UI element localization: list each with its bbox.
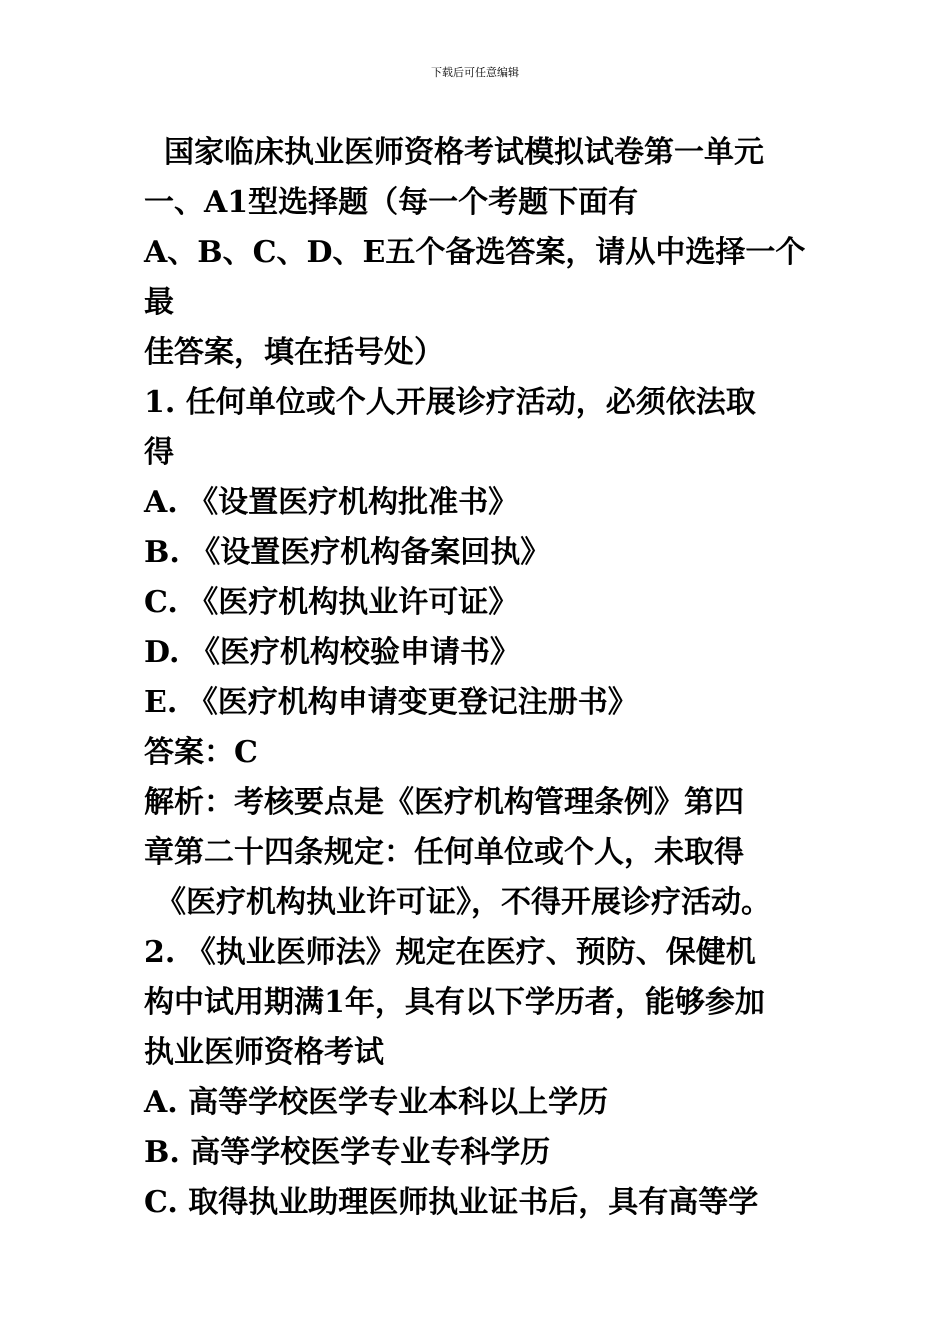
question-2-stem: 2. 《执业医师法》规定在医疗、预防、保健机 bbox=[144, 935, 756, 970]
question-1-stem: 1. 任何单位或个人开展诊疗活动，必须依法取 bbox=[144, 385, 756, 420]
section-instruction: 最 bbox=[144, 285, 174, 320]
question-1-explanation: 解析：考核要点是《医疗机构管理条例》第四 bbox=[144, 785, 744, 820]
document-body bbox=[144, 128, 808, 1228]
question-2-option-b: B. 高等学校医学专业专科学历 bbox=[144, 1135, 551, 1170]
question-2-option-c: C. 取得执业助理医师执业证书后，具有高等学 bbox=[144, 1185, 759, 1220]
question-1-option-e: E. 《医疗机构申请变更登记注册书》 bbox=[144, 685, 638, 720]
question-1-option-d: D. 《医疗机构校验申请书》 bbox=[144, 635, 520, 670]
question-2-option-a: A. 高等学校医学专业本科以上学历 bbox=[144, 1085, 609, 1120]
question-1-option-b: B. 《设置医疗机构备案回执》 bbox=[144, 535, 551, 570]
question-1-option-a: A. 《设置医疗机构批准书》 bbox=[144, 485, 519, 520]
question-1-stem: 得 bbox=[144, 435, 174, 470]
section-instruction: A、B、C、D、E五个备选答案，请从中选择一个 bbox=[144, 235, 806, 270]
section-instruction: 佳答案，填在括号处） bbox=[144, 335, 444, 370]
page-header-note: 下载后可任意编辑 bbox=[431, 66, 519, 79]
question-1-explanation: 章第二十四条规定：任何单位或个人，未取得 bbox=[144, 835, 744, 870]
question-1-explanation: 《医疗机构执业许可证》，不得开展诊疗活动。 bbox=[156, 885, 771, 920]
question-1-option-c: C. 《医疗机构执业许可证》 bbox=[144, 585, 519, 620]
document-title: 国家临床执业医师资格考试模拟试卷第一单元 bbox=[164, 135, 764, 170]
question-2-stem: 执业医师资格考试 bbox=[144, 1035, 384, 1070]
section-heading: 一、A1型选择题（每一个考题下面有 bbox=[144, 185, 639, 220]
question-1-answer: 答案：C bbox=[144, 735, 258, 770]
question-2-stem: 构中试用期满1年，具有以下学历者，能够参加 bbox=[144, 985, 765, 1020]
